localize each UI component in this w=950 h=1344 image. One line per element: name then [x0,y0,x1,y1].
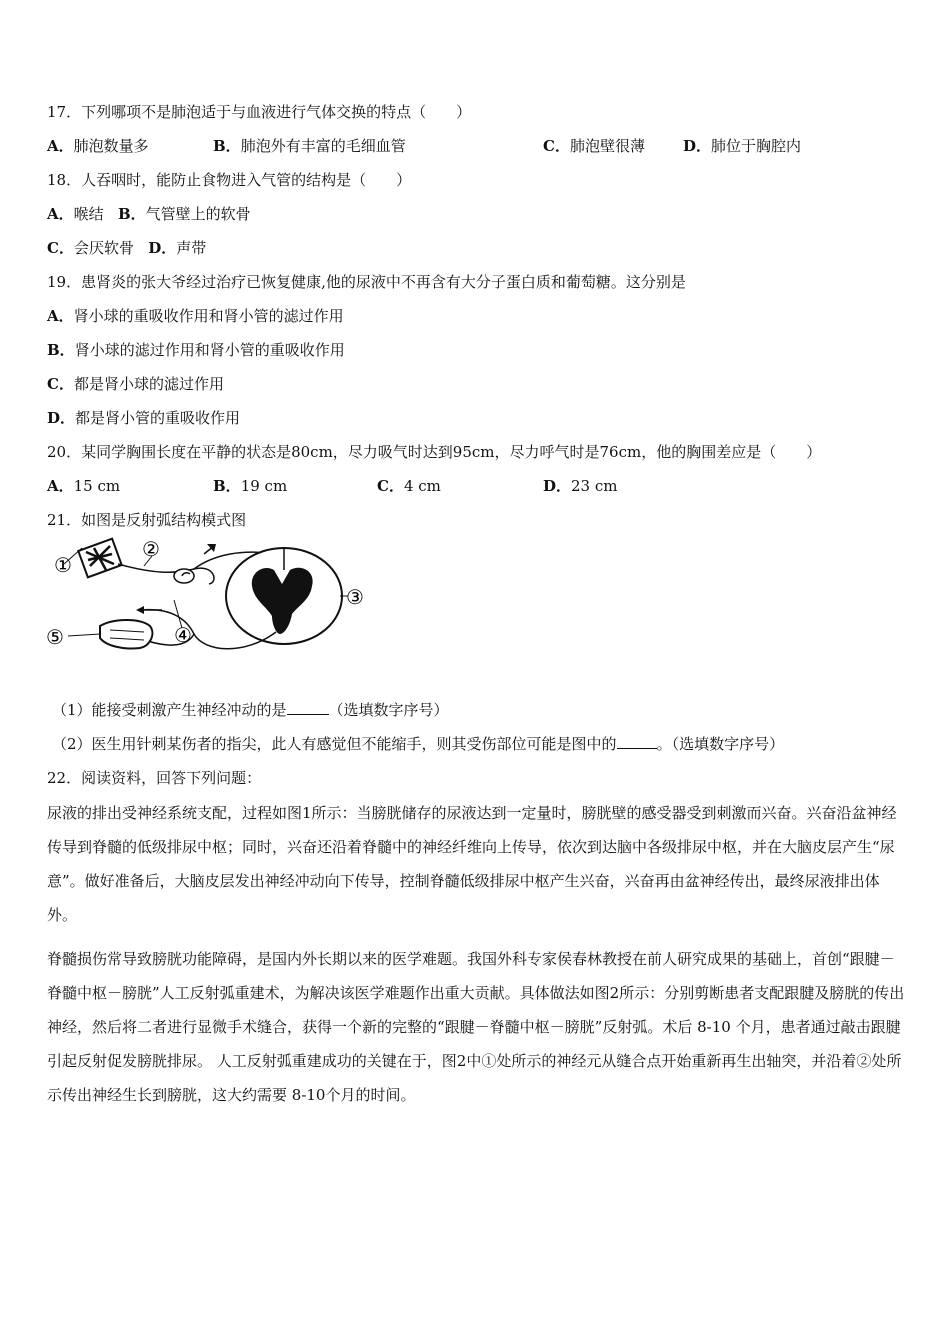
q22-paragraph-1: 尿液的排出受神经系统支配，过程如图1所示：当膀胱储存的尿液达到一定量时，膀胱壁的感受器受到刺激而兴奋。兴奋沿盆神经传导到脊髓的低级排尿中枢；同时，兴奋还沿着脊髓中的神经纤维向上传导，依次到达脑中各级排尿中枢，并在大脑皮层产生“尿意”。做好准备后，大脑皮层发出神经冲动向下传导，控制脊髓低级排尿中枢产生兴奋，兴奋再由盆神经传出，最终尿液排出体外。 [47,804,897,924]
q20-option-d [543,476,618,496]
option-letter: B． [117,205,146,223]
diagram-label-3: ③ [346,585,364,609]
q20-option-b [213,476,287,496]
q21-sub2-suffix: 。（选填数字序号） [656,735,785,753]
q17-option-d [683,136,801,156]
option-text: 都是肾小管的重吸收作用 [75,409,241,427]
option-letter: A． [47,477,74,495]
option-letter: D． [683,137,712,155]
arrow-left-icon [136,606,144,614]
option-text: 23 cm [571,477,618,495]
q19-option-d [47,408,240,428]
option-letter: B． [47,341,75,359]
q21-sub2-prefix: （2）医生用针刺某伤者的指尖，此人有感觉但不能缩手，则其受伤部位可能是图中的 [52,735,617,753]
ganglion [174,569,194,583]
q21-stem: 21．如图是反射弧结构模式图 [47,511,247,529]
option-letter: C． [47,375,74,393]
answer-blank[interactable] [287,714,329,715]
q22-paragraph-2: 脊髓损伤常导致膀胱功能障碍，是国内外长期以来的医学难题。我国外科专家侯春林教授在前人研究成果的基础上，首创“跟腱－脊髓中枢－膀胱”人工反射弧重建术，为解决该医学难题作出重大贡献。具体做法如图2所示：分别剪断患者支配跟腱及膀胱的传出神经，然后将二者进行显微手术缝合，获得一个新的完整的“跟腱－脊髓中枢－膀胱”反射弧。术后 8-10 个月，患者通过敲击跟腱引起反射促发膀胱排尿。 人工反射弧重建成功的关键在于，图2中①处所示的神经元从缝合点开始重新再生出轴突，并沿着②处所示传出神经生长到膀胱，这大约需要 8-10个月的时间。 [47,950,905,1104]
q19-option-c [47,374,224,394]
label-5-leader [68,634,100,636]
q20-option-c [377,476,441,496]
option-text: 肾小球的重吸收作用和肾小管的滤过作用 [73,307,344,325]
q17-option-a [47,136,149,156]
q19-option-a [47,306,344,326]
option-text: 声带 [176,239,207,257]
diagram-label-1: ① [54,553,72,577]
q17-option-c [543,136,645,156]
option-letter: A． [47,307,74,325]
q19-stem: 19．患肾炎的张大爷经过治疗已恢复健康,他的尿液中不再含有大分子蛋白质和葡萄糖。这分别是 [47,273,686,291]
q17-option-b [213,136,406,156]
reflex-arc-diagram [44,534,372,666]
q21-sub1 [52,700,449,720]
option-text: 4 cm [403,477,441,495]
q21-sub2 [52,734,784,754]
q17-stem: 17．下列哪项不是肺泡适于与血液进行气体交换的特点（ ） [47,103,472,121]
option-letter: D． [47,409,76,427]
option-text: 都是肾小球的滤过作用 [73,375,224,393]
option-text: 肾小球的滤过作用和肾小管的重吸收作用 [74,341,345,359]
q18-options-ab [47,204,251,224]
answer-blank[interactable] [617,748,657,749]
diagram-label-5: ⑤ [46,625,64,649]
option-letter: A． [47,205,74,223]
option-letter: C． [47,239,74,257]
q22-stem: 22．阅读资料，回答下列问题： [47,769,262,787]
option-letter: C． [543,137,570,155]
option-text: 肺位于胸腔内 [711,137,802,155]
option-letter: C． [377,477,404,495]
option-text: 15 cm [73,477,121,495]
q19-option-b [47,340,345,360]
effector-muscle [100,620,152,649]
afferent-nerve [118,564,214,584]
option-text: 肺泡数量多 [73,137,149,155]
option-letter: D． [543,477,572,495]
reflex-arc-figure [44,534,372,666]
option-letter: D． [148,239,177,257]
option-text: 气管壁上的软骨 [145,205,251,223]
option-text: 肺泡外有丰富的毛细血管 [240,137,406,155]
q21-sub1-suffix: （选填数字序号） [328,701,449,719]
q20-option-a [47,476,120,496]
q18-stem: 18．人吞咽时，能防止食物进入气管的结构是（ ） [47,171,412,189]
q21-sub1-prefix: （1）能接受刺激产生神经冲动的是 [52,701,287,719]
option-text: 19 cm [240,477,288,495]
option-text: 会厌软骨 [73,239,134,257]
option-text: 肺泡壁很薄 [569,137,645,155]
option-letter: B． [213,137,241,155]
option-letter: B． [213,477,241,495]
diagram-label-2: ② [142,537,160,561]
diagram-label-4: ④ [174,623,192,647]
option-text: 喉结 [73,205,104,223]
q20-stem: 20．某同学胸围长度在平静的状态是80cm，尽力吸气时达到95cm，尽力呼气时是76cm，他的胸围差应是（ ） [47,443,822,461]
q18-options-cd [47,238,206,258]
option-letter: A． [47,137,74,155]
